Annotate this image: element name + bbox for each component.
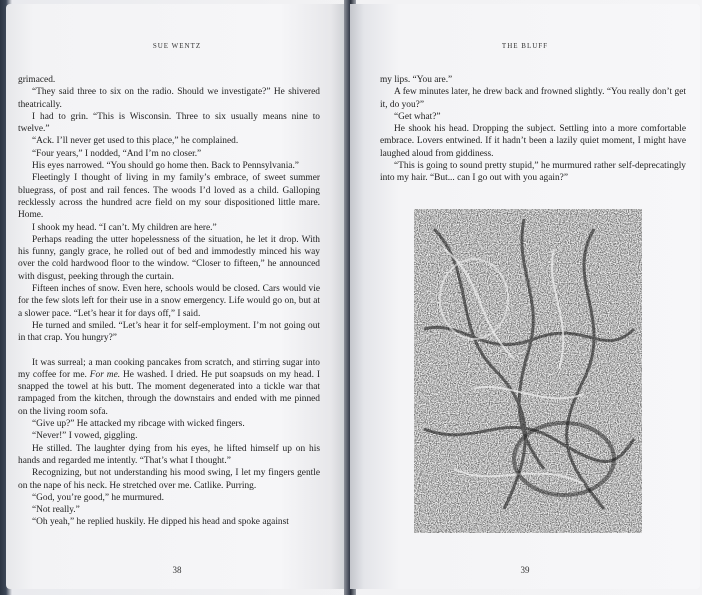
paragraph: grimaced. (18, 75, 56, 85)
paragraph: “They said three to six on the radio. Should we investigate?” He shivered theatrically. (18, 87, 320, 110)
paragraph: I shook my head. “I can’t. My children are here.” (32, 222, 217, 233)
paragraph: “Four years,” I nodded, “And I’m no closer.” (32, 148, 202, 159)
running-head-left: SUE WENTZ (152, 42, 202, 50)
page-number-left: 38 (172, 565, 182, 575)
paragraph: “Get what?” (394, 111, 441, 122)
left-page-body (18, 74, 320, 529)
paragraph: “God, you’re good,” he murmured. (32, 492, 164, 503)
left-page (6, 4, 348, 589)
running-head-right: THE BLUFF (501, 42, 549, 50)
illustration-image (414, 209, 642, 533)
paragraph: He shook his head. Dropping the subject. Settling into a more comfortable embrace. Lovers entwined. If it hadn’t been a lazily quiet moment, I might have laughed aloud from giddiness. (380, 124, 686, 159)
paragraph: “This is going to sound pretty stupid,” he murmured rather self-deprecatingly into my hair. “But... can I go out with you again?” (380, 161, 686, 184)
paragraph: Fleetingly I thought of living in my family’s embrace, of sweet summer bluegrass, of post and rail fences. The woods I’d loved as a child. Galloping recklessly across the hundred acre field on my sour dispositioned little mare. Home. (18, 173, 320, 221)
paragraph: A few minutes later, he drew back and frowned slightly. “You really don’t get it, do you?” (380, 87, 686, 110)
paragraph: Recognizing, but not understanding his mood swing, I let my fingers gentle on the nape of his neck. He stretched over me. Catlike. Purring. (18, 468, 320, 491)
paragraph: I had to grin. “This is Wisconsin. Three to six usually means nine to twelve.” (18, 111, 320, 135)
paragraph: He stilled. The laughter dying from his eyes, he lifted himself up on his hands and regarded me intently. “That’s what I thought.” (18, 443, 320, 466)
paragraph: He turned and smiled. “Let’s hear it for self-employment. I’m not going out in that crap. You hungry?” (18, 320, 320, 344)
paragraph: “Not really.” (32, 505, 80, 516)
paragraph: “Give up?” He attacked my ribcage with wicked fingers. (32, 419, 245, 430)
paragraph: Perhaps reading the utter hopelessness of the situation, he let it drop. With his funny, gangly grace, he rolled out of bed and immodestly minced his way over the cold hardwood floor to the window. “Closer to fifteen,” he announced with disgust, peeking through the curtain. (18, 234, 320, 282)
paragraph: It was surreal; a man cooking pancakes from scratch, and stirring sugar into my coffee for me. For me. He washed. I dried. He put soapsuds on my head. I snapped the towel at his butt. The moment degenerated into a tickle war that rampaged from the kitchen, through the downstairs and ended with me pinned on the living room sofa. (18, 357, 320, 417)
paragraph: His eyes narrowed. “You should go home then. Back to Pennsylvania.” (32, 161, 299, 172)
paragraph: Fifteen inches of snow. Even here, schools would be closed. Cars would vie for the few slots left for their use in a snow emergency. Life would go on, but at a slower pace. “Let’s hear it for days off,” I said. (18, 284, 320, 319)
paragraph: my lips. “You are.” (380, 75, 453, 85)
paragraph: “Ack. I’ll never get used to this place,” he complained. (32, 136, 239, 147)
right-page (350, 4, 700, 589)
paragraph: “Never!” I vowed, giggling. (32, 431, 138, 442)
print-illustration (414, 209, 642, 533)
right-page-body (380, 74, 686, 185)
paragraph: “Oh yeah,” he replied huskily. He dipped his head and spoke against (32, 517, 289, 528)
page-number-right: 39 (520, 565, 530, 575)
